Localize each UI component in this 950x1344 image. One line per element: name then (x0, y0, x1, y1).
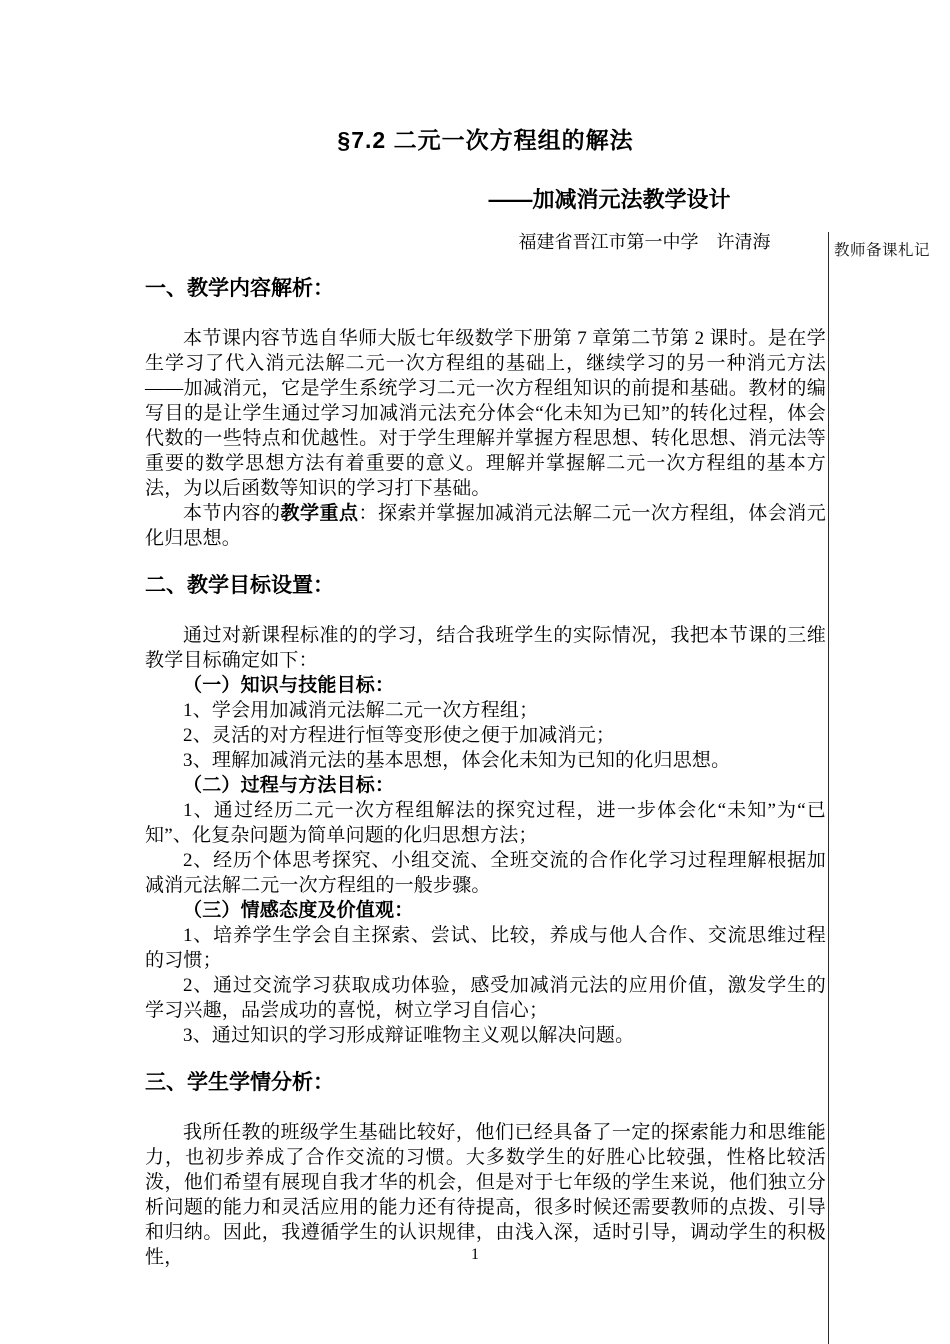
knowledge-goal-2: 2、灵活的对方程进行恒等变形使之便于加减消元； (183, 725, 616, 746)
teaching-key-point-term: 教学重点 (280, 503, 359, 524)
margin-note-label: 教师备课札记 (834, 242, 931, 259)
section1-paragraph-1: 本节课内容节选自华师大版七年级数学下册第 7 章第二节第 2 课时。是在学生学习了代入消元法解二元一次方程组的基础上，继续学习的另一种消元方法——加减消元，它是学生系统学习二元一次方程组知识的前提和基础。教材的编写目的是让学生通过学习加减消元法充分体会“化未知为已知”的转化过程，体会代数的一些特点和优越性。对于学生理解并掌握方程思想、转化思想、消元法等重要的数学思想方法有着重要的意义。理解并掌握解二元一次方程组的基本方法，为以后函数等知识的学习打下基础。 (145, 328, 826, 499)
knowledge-goal-1: 1、学会用加减消元法解二元一次方程组； (183, 700, 539, 721)
process-goal-1: 1、通过经历二元一次方程组解法的探究过程，进一步体会化“未知”为“已知”、化复杂问题为简单问题的化归思想方法； (145, 800, 826, 846)
emotion-goal-2: 2、通过交流学习获取成功体验，感受加减消元法的应用价值，激发学生的学习兴趣，品尝成功的喜悦，树立学习自信心； (145, 975, 826, 1021)
section2-heading: 二、教学目标设置： (145, 574, 334, 597)
emotion-goal-3: 3、通过知识的学习形成辩证唯物主义观以解决问题。 (183, 1025, 635, 1046)
emotion-value-goals-heading: （三）情感态度及价值观： (183, 900, 414, 921)
knowledge-skill-goals-heading: （一）知识与技能目标： (183, 675, 395, 696)
document-title: §7.2 二元一次方程组的解法 (337, 127, 634, 153)
section2-intro: 通过对新课程标准的的学习，结合我班学生的实际情况，我把本节课的三维教学目标确定如下： (145, 625, 826, 671)
emotion-goal-1: 1、培养学生学会自主探索、尝试、比较，养成与他人合作、交流思维过程的习惯； (145, 925, 826, 971)
document-subtitle: ——加减消元法教学设计 (488, 187, 731, 212)
knowledge-goal-3: 3、理解加减消元法的基本思想，体会化未知为已知的化归思想。 (183, 750, 731, 771)
section1-paragraph-2 (145, 501, 826, 551)
section1-paragraph-2-prefix: 本节内容的 (183, 503, 281, 524)
author-line: 福建省晋江市第一中学 许清海 (518, 232, 771, 252)
process-goal-2: 2、经历个体思考探究、小组交流、全班交流的合作化学习过程理解根据加减消元法解二元一次方程组的一般步骤。 (145, 850, 826, 896)
process-method-goals-heading: （二）过程与方法目标： (183, 775, 395, 796)
page-number: 1 (471, 1246, 479, 1263)
section1-paragraph-2-rest: ：探索并掌握加减消元法解二元一次方程组，体会消元化归思想。 (145, 503, 826, 549)
section1-heading: 一、教学内容解析： (145, 277, 334, 300)
section3-heading: 三、学生学情分析： (145, 1071, 334, 1094)
document-content (145, 0, 826, 1270)
section3-paragraph-1: 我所任教的班级学生基础比较好，他们已经具备了一定的探索能力和思维能力，也初步养成了合作交流的习惯。大多数学生的好胜心比较强，性格比较活泼，他们希望有展现自我才华的机会，但是对于七年级的学生来说，他们独立分析问题的能力和灵活应用的能力还有待提高，很多时候还需要教师的点拨、引导和归纳。因此，我遵循学生的认识规律，由浅入深，适时引导，调动学生的积极性， (145, 1122, 826, 1268)
margin-divider-line (828, 232, 829, 1344)
